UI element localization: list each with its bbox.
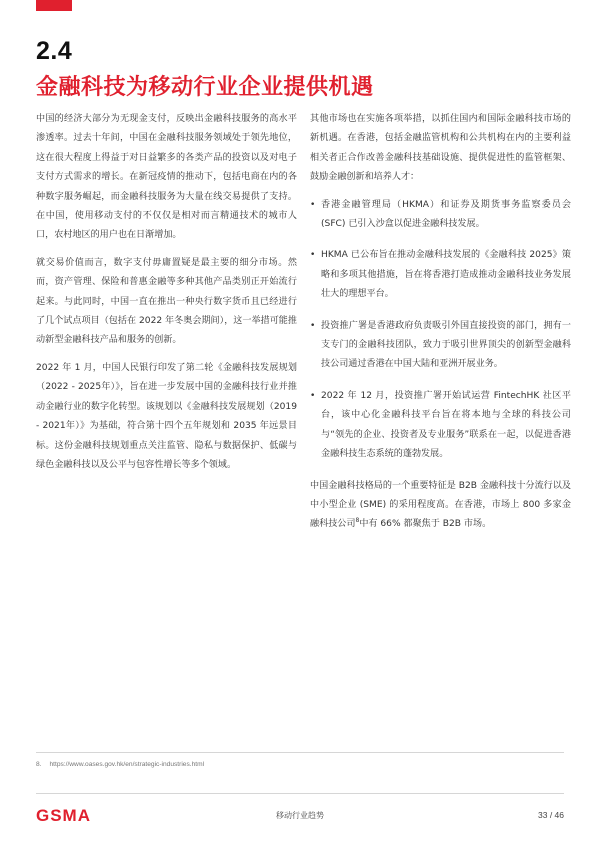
intro-paragraph: 其他市场也在实施各项举措，以抓住国内和国际金融科技市场的新机遇。在香港，包括金融监管机构和公共机构在内的主要利益相关者正合作改善金融科技基础设施、提供促进性的监管框架、鼓励金融创新和培养人才： <box>310 114 571 183</box>
closing-text-before: 中国金融科技格局的一个重要特征是 B2B 金融科技十分流行以及中小型企业 (SME) 的采用程度高。在香港，市场上 800 多家金融科技公司 <box>310 480 571 530</box>
list-item <box>310 246 571 304</box>
body-paragraph: 中国的经济大部分为无现金支付，反映出金融科技服务的高水平渗透率。过去十年间，中国在金融科技服务领域处于领先地位，这在很大程度上得益于对日益繁多的各类产品的投资以及对电子支付方式需求的增长。在新冠疫情的推动下，包括电商在内的各种数字服务崛起，而金融科技服务为大量在线交易提供了支持。在中国，使用移动支付的不仅仅是相对而言精通技术的城市人口，农村地区的用户也在日渐增加。 <box>36 114 297 241</box>
closing-text-after: 中有 66% 都聚焦于 B2B 市场。 <box>359 519 492 530</box>
body-paragraph: 2022 年 1 月，中国人民银行印发了第二轮《金融科技发展规划（2022 - 2025年）》，旨在进一步发展中国的金融科技行业并推动金融行业的数字化转型。该规划以《金融科技发展规划（2019 - 2021年）》为基础，符合第十四个五年规划和 2035 年远景目标。这份金融科技规划重点关注监管、隐私与数据保护、低碳与绿色金融科技以及公平与包容性增长等多个领域。 <box>36 362 297 470</box>
list-item-text: 香港金融管理局（HKMA）和证券及期货事务监察委员会 (SFC) 已引入沙盒以促进金融科技发展。 <box>321 199 571 230</box>
bullet-dot: • <box>310 250 316 261</box>
left-column <box>36 110 297 483</box>
top-accent-bar <box>36 0 72 11</box>
list-item-text: 投资推广署是香港政府负责吸引外国直接投资的部门，拥有一支专门的金融科技团队，致力于吸引世界顶尖的创新型金融科技公司通过香港在中国大陆和亚洲开展业务。 <box>321 320 571 370</box>
footer-divider <box>36 793 564 794</box>
footnote-link[interactable]: https://www.oases.gov.hk/en/strategic-industries.html <box>49 761 205 768</box>
right-column <box>310 110 571 543</box>
bullet-dot: • <box>310 199 316 210</box>
footnote-number: 8. <box>36 761 42 768</box>
list-item-text: HKMA 已公布旨在推动金融科技发展的《金融科技 2025》策略和多项其他措施，旨在将香港打造成推动金融科技业务发展壮大的理想平台。 <box>321 250 571 300</box>
footer-report-title: 移动行业趋势 <box>276 811 324 820</box>
gsma-logo: GSMA <box>36 806 91 825</box>
footnote-divider <box>36 752 564 753</box>
bullet-dot: • <box>310 390 316 401</box>
list-item <box>310 317 571 375</box>
section-title: 金融科技为移动行业企业提供机遇 <box>36 75 374 100</box>
bullet-dot: • <box>310 320 316 331</box>
bullet-list <box>310 196 571 465</box>
footnote <box>36 761 204 768</box>
list-item-text: 2022 年 12 月，投资推广署开始试运营 FintechHK 社区平台，该中心化金融科技平台旨在将本地与全球的科技公司与“领先的企业、投资者及专业服务”联系在一起，以促进香港金融科技生态系统的蓬勃发展。 <box>321 390 571 460</box>
list-item <box>310 387 571 465</box>
body-paragraph: 就交易价值而言，数字支付毋庸置疑是最主要的细分市场。然而，资产管理、保险和普惠金融等多种其他产品类别正开始流行起来。与此同时，中国一直在推出一种央行数字货币且已经进行了几个试点项目（包括在 2022 年冬奥会期间），这一举措可能推动新型金融科技产品和服务的创新。 <box>36 257 297 346</box>
section-number: 2.4 <box>36 37 73 65</box>
closing-paragraph <box>310 477 571 535</box>
footnote-ref-superscript: 8 <box>355 517 360 525</box>
page-number: 33 / 46 <box>538 810 564 820</box>
list-item <box>310 196 571 235</box>
